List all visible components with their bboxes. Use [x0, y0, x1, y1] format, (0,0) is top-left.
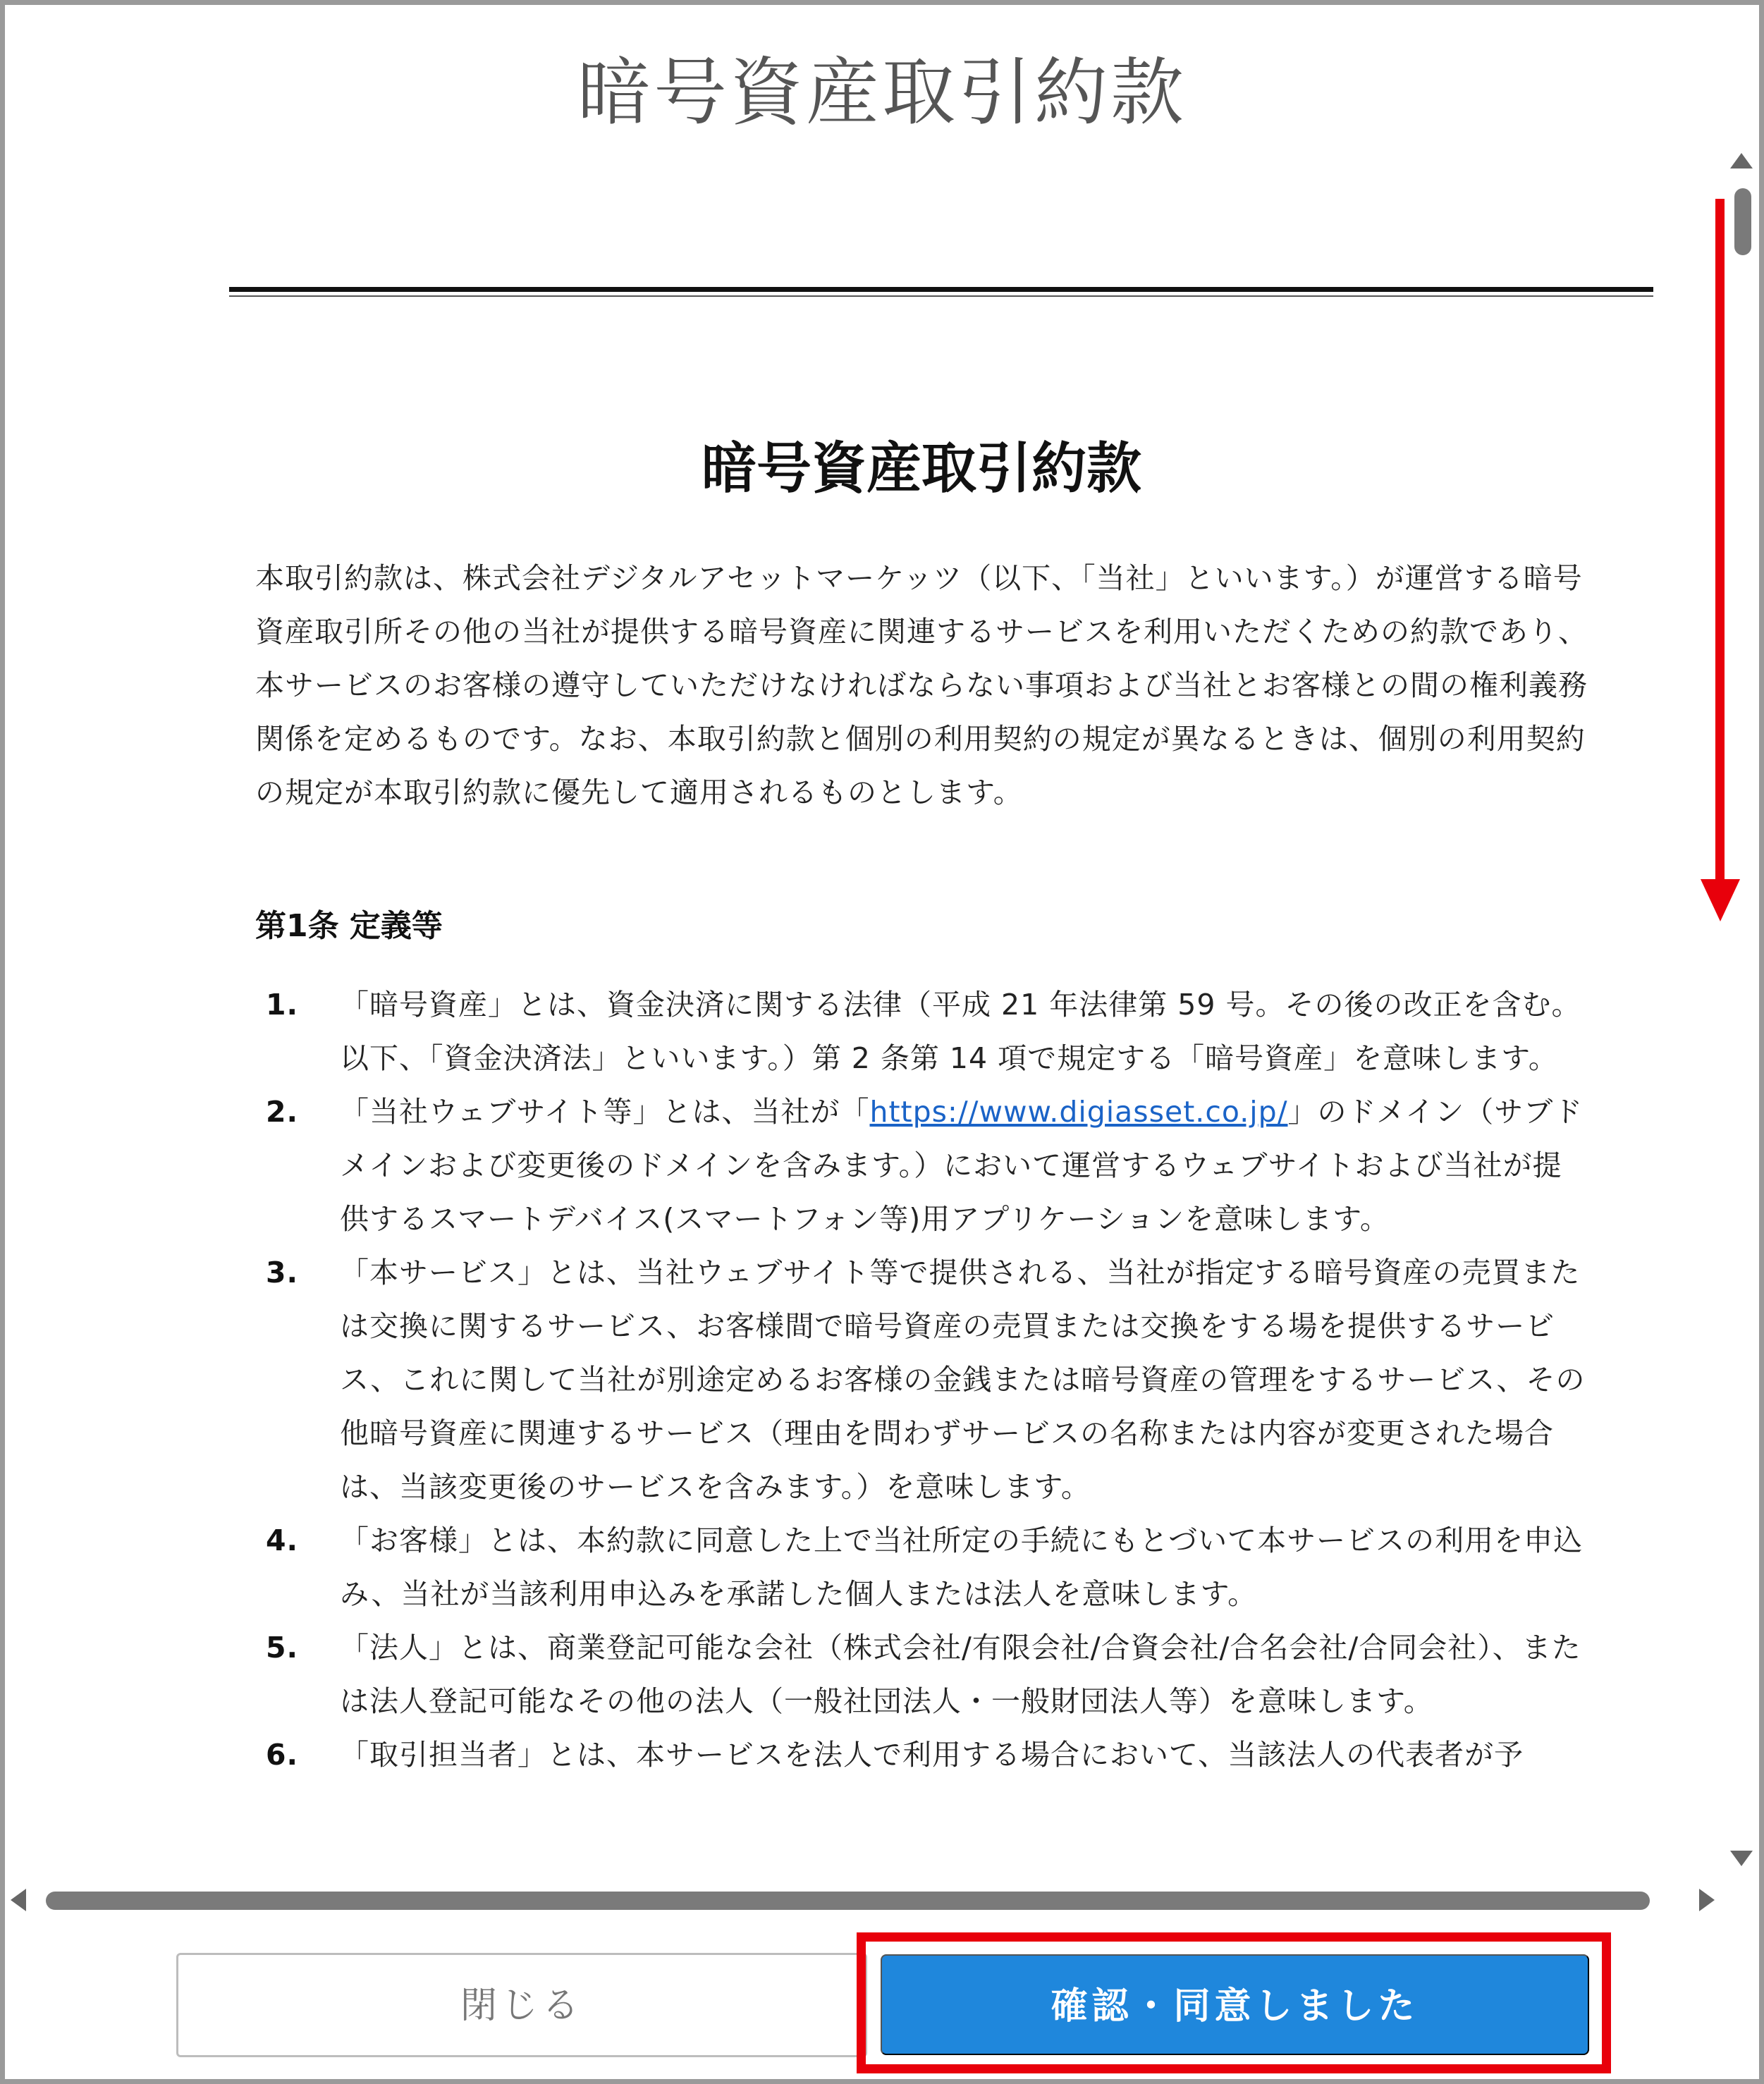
document-intro: 本取引約款は、株式会社デジタルアセットマーケッツ（以下、「当社」といいます。）が運営する暗号資産取引所その他の当社が提供する暗号資産に関連するサービスを利用いただくための約款であり、本サービスのお客様の遵守していただけなければならない事項および当社とお客様との間の権利義務関係を定めるものです。なお、本取引約款と個別の利用契約の規定が異なるときは、個別の利用契約の規定が本取引約款に優先して適用されるものとします。	[255, 561, 1588, 809]
scroll-left-icon[interactable]	[11, 1889, 26, 1911]
definition-text: 「法人」とは、商業登記可能な会社（株式会社/有限会社/合資会社/合名会社/合同会社）、または法人登記可能なその他の法人（一般社団法人・一般財団法人等）を意味します。	[340, 1631, 1581, 1718]
article-1-title: 第1条 定義等	[255, 908, 443, 944]
definition-number: 4.	[266, 1524, 299, 1557]
definition-item	[266, 1728, 1591, 1782]
document-rule-thin	[229, 295, 1653, 297]
definition-item	[266, 1085, 1591, 1246]
horizontal-scrollbar-thumb[interactable]	[46, 1892, 1650, 1910]
definition-number: 5.	[266, 1631, 299, 1665]
agree-button[interactable]: 確認・同意しました	[881, 1954, 1589, 2055]
scroll-hint-arrow-icon	[1715, 199, 1725, 883]
definition-text: 「暗号資産」とは、資金決済に関する法律（平成 21 年法律第 59 号。その後の改正を含む。以下、「資金決済法」といいます。）第 2 条第 14 項で規定する「暗号資産」を意味します。	[340, 988, 1581, 1075]
close-button[interactable]: 閉じる	[176, 1953, 867, 2057]
document-heading: 暗号資産取引約款	[701, 437, 1141, 501]
definition-text: 「取引担当者」とは、本サービスを法人で利用する場合において、当該法人の代表者が予	[340, 1738, 1524, 1772]
definition-text: 「本サービス」とは、当社ウェブサイト等で提供される、当社が指定する暗号資産の売買または交換に関するサービス、お客様間で暗号資産の売買または交換をする場を提供するサービス、これに関して当社が別途定めるお客様の金銭または暗号資産の管理をするサービス、その他暗号資産に関連するサービス（理由を問わずサービスの名称または内容が変更された場合は、当該変更後のサービスを含みます。）を意味します。	[340, 1256, 1586, 1504]
document-rule	[229, 287, 1653, 292]
arrow-down-icon	[1701, 879, 1740, 921]
definition-number: 3.	[266, 1256, 299, 1289]
scroll-up-icon[interactable]	[1730, 153, 1753, 168]
dialog-title: 暗号資産取引約款	[577, 49, 1187, 135]
definition-number: 1.	[266, 988, 299, 1022]
definition-text: 」のドメイン（サブドメインおよび変更後のドメインを含みます。）において運営するウェブサイトおよび当社が提供するスマートデバイス(スマートフォン等)用アプリケーションを意味します。	[340, 1095, 1584, 1236]
definition-text: 「お客様」とは、本約款に同意した上で当社所定の手続にもとづいて本サービスの利用を申込み、当社が当該利用申込みを承諾した個人または法人を意味します。	[340, 1524, 1584, 1611]
definition-item	[266, 1246, 1591, 1514]
vertical-scrollbar-thumb[interactable]	[1734, 188, 1751, 255]
terms-document-viewport[interactable]	[5, 146, 1717, 1866]
definition-item	[266, 978, 1591, 1085]
scroll-down-icon[interactable]	[1730, 1851, 1753, 1866]
definition-number: 6.	[266, 1738, 299, 1772]
site-link[interactable]: https://www.digiasset.co.jp/	[869, 1095, 1288, 1129]
definition-item	[266, 1621, 1591, 1728]
definition-number: 2.	[266, 1095, 299, 1129]
scroll-right-icon[interactable]	[1699, 1889, 1715, 1911]
definition-text: 「当社ウェブサイト等」とは、当社が「	[340, 1095, 870, 1129]
definition-item	[266, 1514, 1591, 1621]
definition-list	[266, 978, 1591, 1782]
